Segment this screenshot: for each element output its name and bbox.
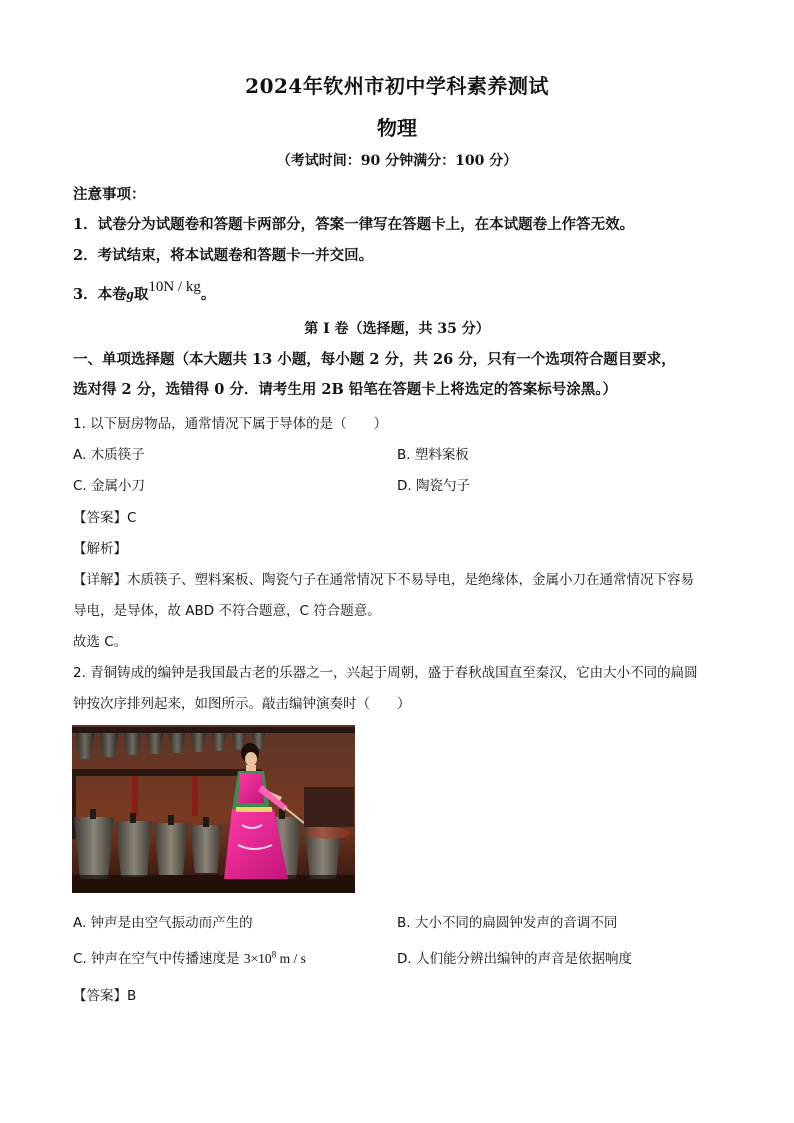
q2-option-c-unit: m / s <box>276 951 306 966</box>
q1-answer <box>73 506 136 526</box>
notes-item-3 <box>73 279 216 304</box>
q1-detail-text-1: 木质筷子、塑料案板、陶瓷勺子在通常情况下不易导电，是绝缘体，金属小刀在通常情况下容易 <box>127 572 694 588</box>
notes-item-2: 2．考试结束，将本试题卷和答题卡一并交回。 <box>73 247 374 264</box>
section-instructions-2: 选对得 2 分，选错得 0 分．请考生用 2B 铅笔在答题卡上将选定的答案标号涂黑。） <box>73 381 618 398</box>
gravity-symbol: g <box>126 287 134 303</box>
q2-option-c-value: 3×10 <box>243 951 272 966</box>
page-title: 2024年钦州市初中学科素养测试 <box>245 74 549 98</box>
q2-stem-line-2: 钟按次序排列起来，如图所示。敲击编钟演奏时（ ） <box>73 696 411 712</box>
section-title: 第 I 卷（选择题，共 35 分） <box>304 321 490 337</box>
q2-option-d: D. 人们能分辨出编钟的声音是依据响度 <box>397 951 632 967</box>
exam-info: （考试时间：90 分钟满分：100 分） <box>276 153 518 169</box>
q2-option-a: A. 钟声是由空气振动而产生的 <box>73 915 253 931</box>
notes-item-3-mid: 取 <box>133 286 149 303</box>
q1-option-b: B. 塑料案板 <box>397 447 469 463</box>
q1-analysis-label: 【解析】 <box>73 541 127 557</box>
q1-detail-label: 【详解】 <box>73 572 127 588</box>
subject-title: 物理 <box>377 116 417 140</box>
notes-item-3-prefix: 3．本卷 <box>73 286 127 303</box>
notes-heading: 注意事项： <box>73 186 146 203</box>
q1-stem: 1. 以下厨房物品，通常情况下属于导体的是（ ） <box>73 416 388 432</box>
q2-stem-line-1: 2. 青铜铸成的编钟是我国最古老的乐器之一，兴起于周朝，盛于春秋战国直至秦汉，它由大小不同的扁圆 <box>73 665 698 681</box>
bianzhong-photo <box>72 725 355 893</box>
bianzhong-illustration <box>72 725 355 893</box>
q2-answer <box>73 984 136 1004</box>
q1-conclusion: 故选 C。 <box>73 634 128 650</box>
q1-option-c: C. 金属小刀 <box>73 478 146 494</box>
q1-detail-line-1 <box>73 568 694 588</box>
q1-option-a: A. 木质筷子 <box>73 447 145 463</box>
q2-option-c-exponent: 8 <box>271 949 277 960</box>
q1-detail-line-2: 导电，是导体，故 ABD 不符合题意，C 符合题意。 <box>73 603 381 619</box>
q2-option-c <box>73 947 306 967</box>
q2-answer-label: 【答案】 <box>73 988 127 1004</box>
q1-answer-label: 【答案】 <box>73 510 127 526</box>
section-instructions-1: 一、单项选择题（本大题共 13 小题，每小题 2 分，共 26 分，只有一个选项符合题目要求， <box>73 351 676 368</box>
q1-answer-value: C <box>127 510 137 526</box>
gravity-value: 10N / kg <box>148 279 201 295</box>
notes-item-1: 1．试卷分为试题卷和答题卡两部分，答案一律写在答题卡上，在本试题卷上作答无效。 <box>73 216 635 233</box>
q2-answer-value: B <box>127 988 137 1004</box>
q1-option-d: D. 陶瓷勺子 <box>397 478 470 494</box>
notes-item-3-suffix: 。 <box>200 286 216 303</box>
q2-option-c-text: C. 钟声在空气中传播速度是 <box>73 951 244 967</box>
q2-option-b: B. 大小不同的扁圆钟发声的音调不同 <box>397 915 618 931</box>
